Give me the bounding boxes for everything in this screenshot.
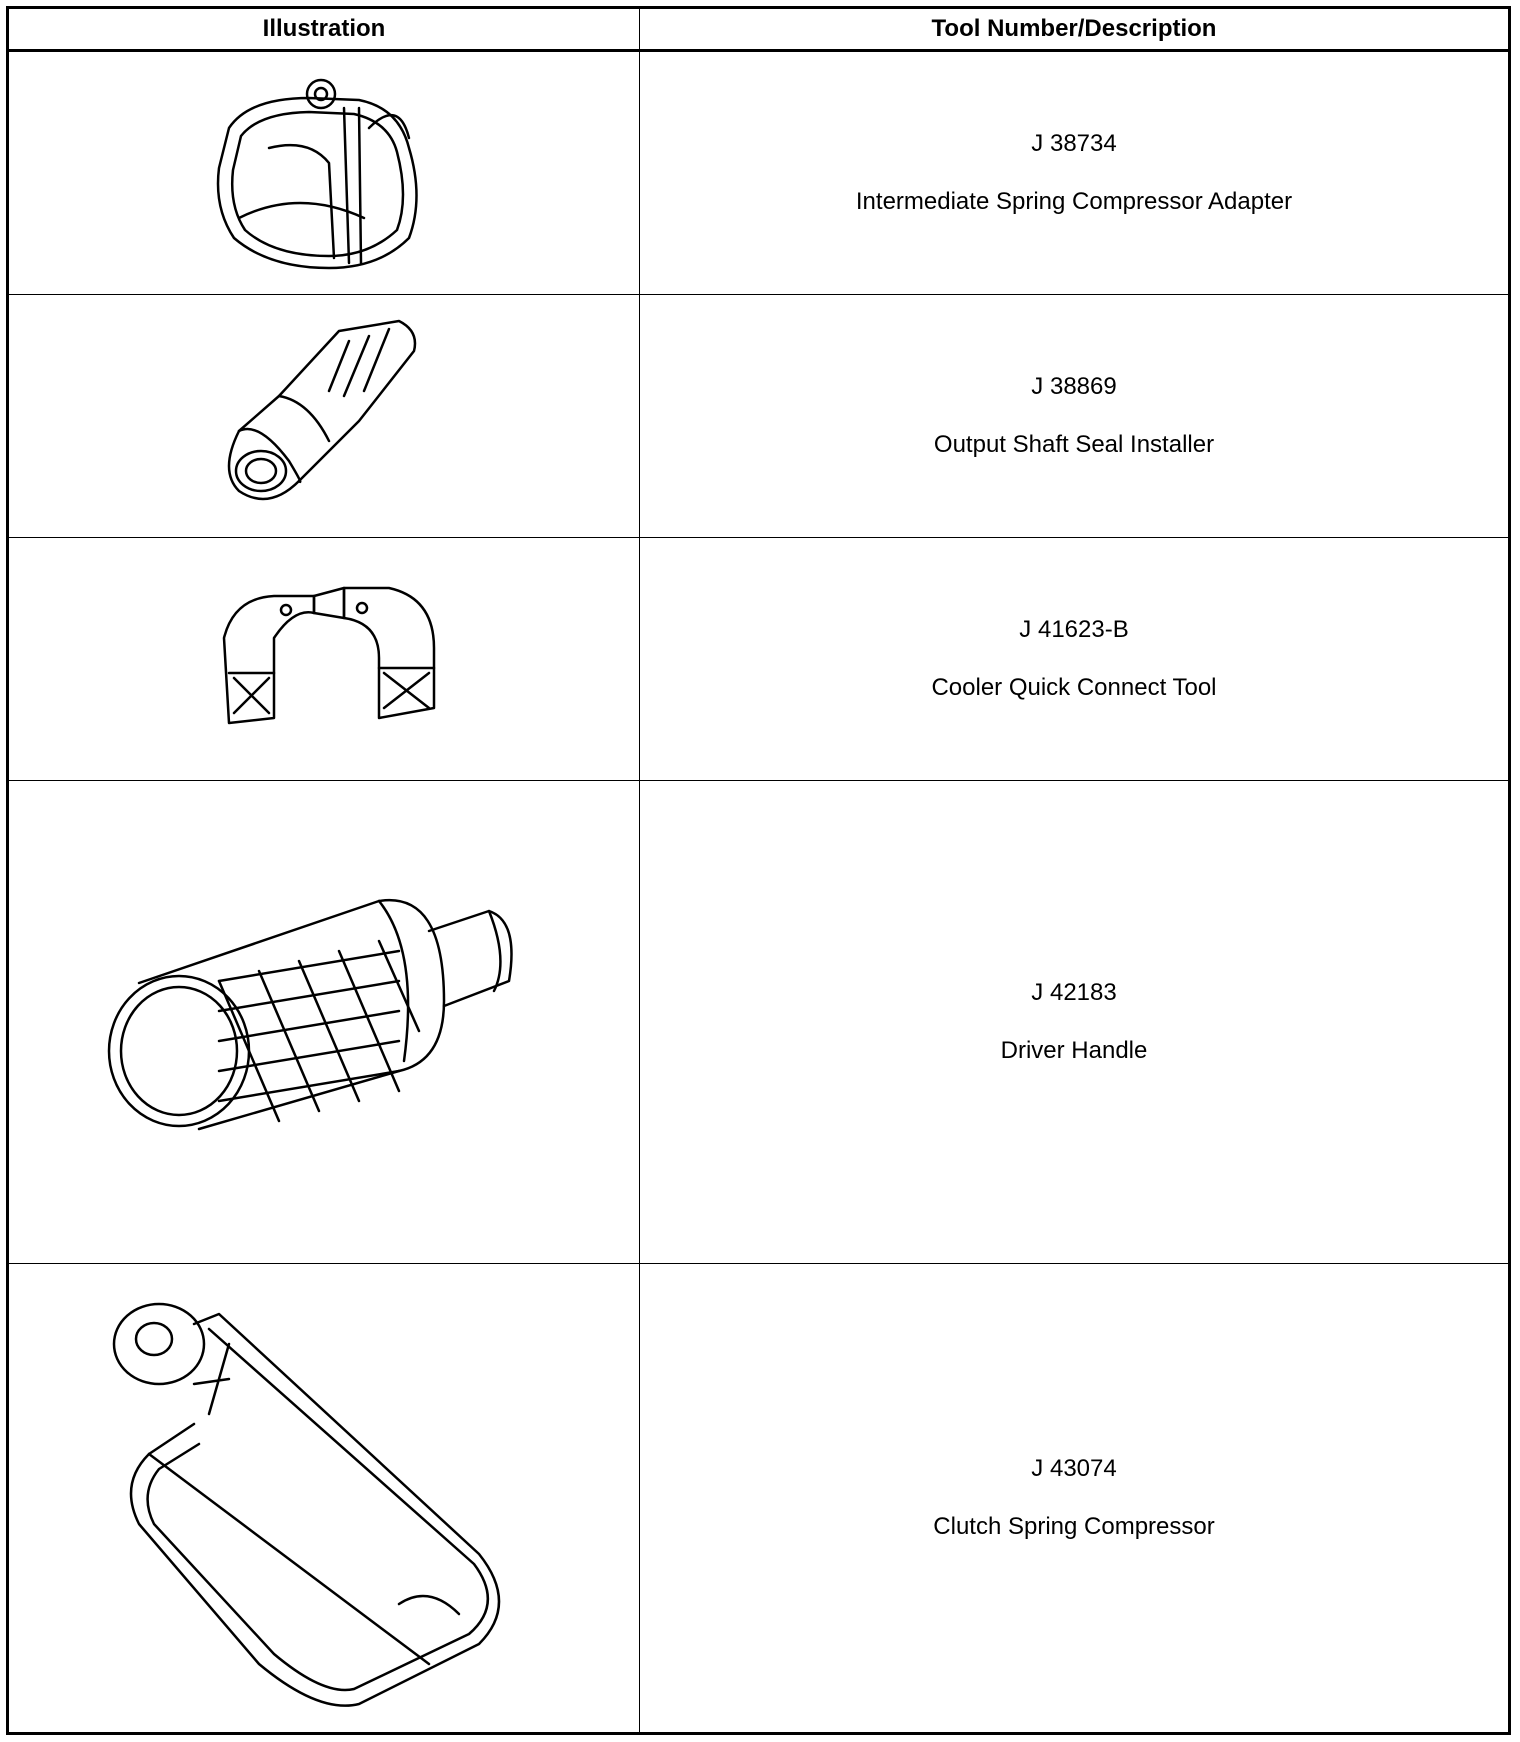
table-row <box>9 295 1508 538</box>
quick-connect-tool-icon <box>214 578 444 728</box>
illustration-cell <box>9 295 639 537</box>
tool-description: Cooler Quick Connect Tool <box>931 674 1217 701</box>
seal-installer-icon <box>219 311 439 521</box>
table-row <box>9 781 1508 1264</box>
description-cell <box>640 295 1508 537</box>
table-row <box>9 52 1508 295</box>
clutch-spring-compressor-icon <box>99 1284 579 1714</box>
tool-number: J 38869 <box>1031 373 1117 400</box>
description-cell <box>640 781 1508 1263</box>
tool-description: Clutch Spring Compressor <box>933 1513 1215 1540</box>
tool-number: J 42183 <box>1031 979 1117 1006</box>
tools-table <box>6 6 1511 1735</box>
illustration-cell <box>9 538 639 780</box>
illustration-cell <box>9 52 639 294</box>
description-cell <box>640 1264 1508 1732</box>
description-cell <box>640 52 1508 294</box>
header-illustration: Illustration <box>262 15 386 42</box>
illustration-cell <box>9 1264 639 1732</box>
spring-compressor-adapter-icon <box>209 68 449 278</box>
tool-number: J 38734 <box>1031 130 1117 157</box>
table-row <box>9 538 1508 781</box>
tool-description: Intermediate Spring Compressor Adapter <box>855 188 1293 215</box>
description-cell <box>640 538 1508 780</box>
illustration-cell <box>9 781 639 1263</box>
tool-description: Driver Handle <box>1000 1037 1148 1064</box>
tool-number: J 41623-B <box>1019 616 1129 643</box>
tool-number: J 43074 <box>1031 1455 1117 1482</box>
tool-description: Output Shaft Seal Installer <box>933 431 1215 458</box>
header-tool: Tool Number/Description <box>931 15 1217 42</box>
driver-handle-icon <box>99 871 559 1171</box>
table-row <box>9 1264 1508 1732</box>
